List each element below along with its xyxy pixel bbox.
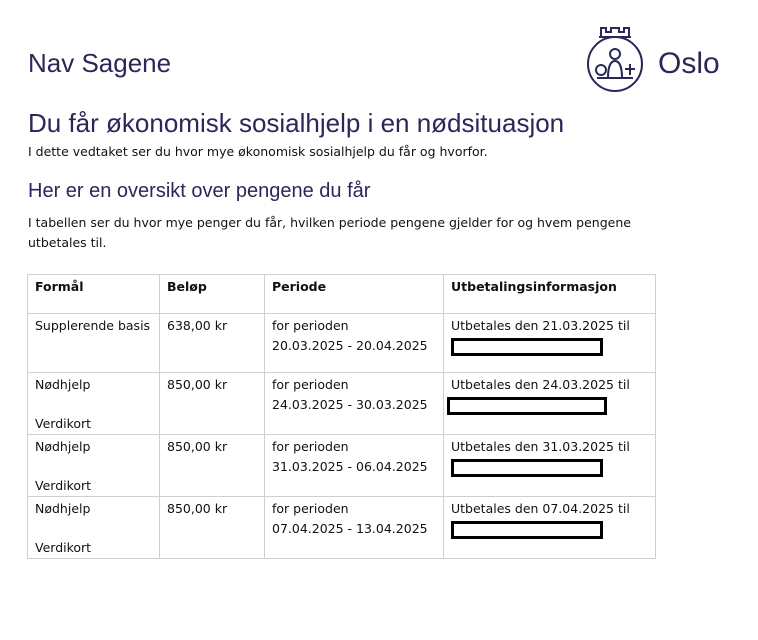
table-row (28, 435, 656, 497)
purpose-cell (28, 314, 160, 373)
period-range: 07.04.2025 - 13.04.2025 (272, 521, 428, 536)
redacted-recipient (451, 338, 603, 356)
purpose: Nødhjelp (35, 501, 91, 516)
payment-cell (444, 497, 656, 559)
office-name: Nav Sagene (28, 48, 172, 78)
payments-table (27, 274, 656, 559)
payment-text: Utbetales den 31.03.2025 til (451, 439, 630, 454)
period-label: for perioden (272, 377, 349, 392)
table-row (28, 497, 656, 559)
redacted-recipient (451, 459, 603, 477)
table-row (28, 373, 656, 435)
purpose: Nødhjelp (35, 377, 91, 392)
table-header-row (28, 275, 656, 314)
period-label: for perioden (272, 439, 349, 454)
period-range: 24.03.2025 - 30.03.2025 (272, 397, 428, 412)
purpose-cell (28, 435, 160, 497)
period-cell (265, 435, 444, 497)
payment-text: Utbetales den 07.04.2025 til (451, 501, 630, 516)
period-label: for perioden (272, 318, 349, 333)
redacted-recipient (451, 521, 603, 539)
purpose-detail: Verdikort (35, 478, 92, 493)
section-heading: Her er en oversikt over pengene du får (28, 180, 371, 202)
oslo-logo (584, 24, 720, 94)
period-cell (265, 497, 444, 559)
payment-cell (444, 435, 656, 497)
page-subtitle: I dette vedtaket ser du hvor mye økonomisk sosialhjelp du får og hvorfor. (28, 144, 488, 159)
payment-cell (444, 373, 656, 435)
page-title: Du får økonomisk sosialhjelp i en nødsituasjon (28, 108, 565, 138)
oslo-city-seal-icon (584, 24, 646, 94)
amount-cell: 850,00 kr (160, 435, 265, 497)
payment-text: Utbetales den 24.03.2025 til (451, 377, 630, 392)
purpose-detail: Verdikort (35, 416, 92, 431)
table-row (28, 314, 656, 373)
column-header-purpose: Formål (28, 275, 160, 314)
amount-cell: 638,00 kr (160, 314, 265, 373)
purpose-detail: Verdikort (35, 540, 92, 555)
column-header-payment-info: Utbetalingsinformasjon (444, 275, 656, 314)
purpose: Nødhjelp (35, 439, 91, 454)
period-cell (265, 314, 444, 373)
payment-cell (444, 314, 656, 373)
column-header-amount: Beløp (160, 275, 265, 314)
purpose: Supplerende basis (35, 318, 151, 333)
purpose-cell (28, 497, 160, 559)
period-label: for perioden (272, 501, 349, 516)
redacted-recipient (447, 397, 607, 415)
period-range: 31.03.2025 - 06.04.2025 (272, 459, 428, 474)
column-header-period: Periode (265, 275, 444, 314)
amount-cell: 850,00 kr (160, 497, 265, 559)
purpose-cell (28, 373, 160, 435)
section-intro: I tabellen ser du hvor mye penger du får, hvilken periode pengene gjelder for og hvem pengene utbetales til. (28, 215, 631, 250)
period-cell (265, 373, 444, 435)
period-range: 20.03.2025 - 20.04.2025 (272, 338, 428, 353)
logo-text: Oslo (658, 47, 720, 80)
payment-text: Utbetales den 21.03.2025 til (451, 318, 630, 333)
amount-cell: 850,00 kr (160, 373, 265, 435)
